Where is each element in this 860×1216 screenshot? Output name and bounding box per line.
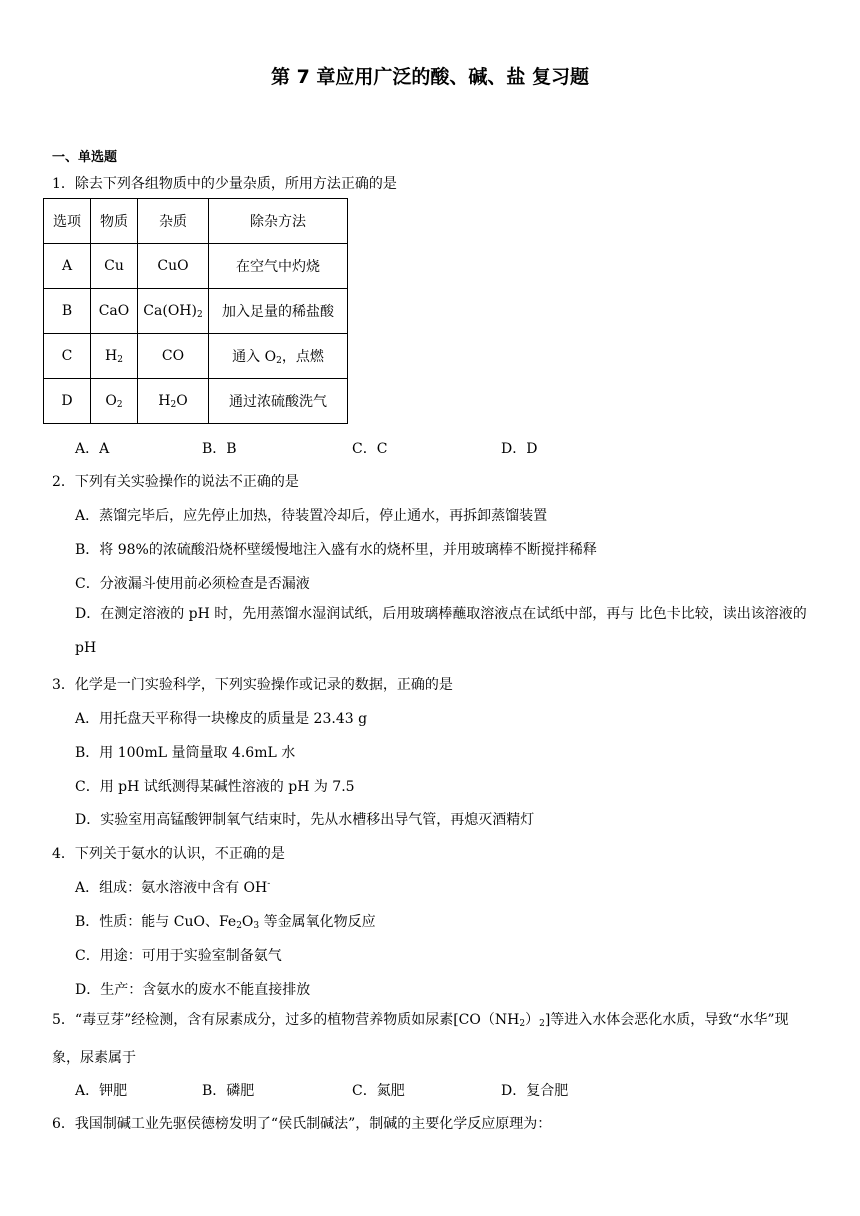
- table-row: [44, 334, 348, 379]
- table-header-cell: 选项: [44, 199, 91, 244]
- question-6-stem: 6．我国制碱工业先驱侯德榜发明了“侯氏制碱法”，制碱的主要化学反应原理为：: [52, 1116, 552, 1132]
- option-b: [75, 911, 376, 931]
- option-text: 等金属氧化物反应: [259, 914, 376, 930]
- table-cell: B: [44, 289, 91, 334]
- choice-d: D．复合肥: [501, 1083, 569, 1099]
- stem-text: ]等进入水体会恶化水质，导致“水华”现象，尿素属于: [52, 1012, 789, 1066]
- question-2-stem: 2．下列有关实验操作的说法不正确的是: [52, 474, 299, 490]
- subscript: 2: [116, 399, 123, 410]
- question-4-stem: 4．下列关于氨水的认识，不正确的是: [52, 846, 285, 862]
- option-c: C．用途：可用于实验室制备氨气: [75, 948, 282, 964]
- table-header-cell: 杂质: [138, 199, 209, 244]
- choice-b: B．B: [202, 441, 237, 457]
- subscript: 2: [196, 309, 203, 320]
- option-a: [75, 877, 270, 897]
- table-cell: [138, 379, 209, 424]
- subscript: 2: [539, 1019, 545, 1029]
- subscript: 2: [519, 1019, 526, 1029]
- formula-text: O: [105, 392, 117, 409]
- question-1-stem: 1．除去下列各组物质中的少量杂质，所用方法正确的是: [52, 176, 397, 192]
- table-cell: C: [44, 334, 91, 379]
- formula-text: 通入 O: [232, 349, 277, 365]
- table-cell: Cu: [91, 244, 138, 289]
- table-cell: D: [44, 379, 91, 424]
- subscript: 2: [170, 399, 177, 410]
- choice-b: B．磷肥: [202, 1083, 255, 1099]
- page-title: 第 7 章应用广泛的酸、碱、盐 复习题: [270, 66, 590, 88]
- table-cell: A: [44, 244, 91, 289]
- table-cell: 加入足量的稀盐酸: [209, 289, 348, 334]
- table-cell: [91, 334, 138, 379]
- stem-text: ）: [525, 1012, 540, 1028]
- table-header-cell: 物质: [91, 199, 138, 244]
- option-c: C．用 pH 试纸测得某碱性溶液的 pH 为 7.5: [75, 779, 355, 795]
- table-cell: CaO: [91, 289, 138, 334]
- table-row: [44, 379, 348, 424]
- table-row: [44, 289, 348, 334]
- option-c: C．分液漏斗使用前必须检查是否漏液: [75, 576, 310, 592]
- formula-text: H: [158, 392, 171, 409]
- table-cell: 通过浓硫酸洗气: [209, 379, 348, 424]
- table-cell: CO: [138, 334, 209, 379]
- formula-text: ，点燃: [281, 349, 324, 365]
- table-cell: 在空气中灼烧: [209, 244, 348, 289]
- option-text: A．组成：氨水溶液中含有 OH: [75, 880, 268, 896]
- table-cell: CuO: [138, 244, 209, 289]
- option-text: B．性质：能与 CuO、Fe: [75, 914, 237, 930]
- option-d: D．在测定溶液的 pH 时，先用蒸馏水湿润试纸，后用玻璃棒蘸取溶液点在试纸中部，再与 比色卡比较，读出该溶液的 pH: [75, 606, 807, 656]
- section-heading: 一、单选题: [52, 150, 118, 165]
- choice-c: C．氮肥: [352, 1083, 405, 1099]
- table-header-row: [44, 199, 348, 244]
- table-header-cell: 除杂方法: [209, 199, 348, 244]
- superscript: -: [267, 879, 271, 889]
- choice-d: D．D: [501, 441, 538, 457]
- subscript: 2: [276, 356, 282, 366]
- option-b: B．将 98%的浓硫酸沿烧杯壁缓慢地注入盛有水的烧杯里，并用玻璃棒不断搅拌稀释: [75, 542, 597, 558]
- formula-text: H: [105, 347, 118, 364]
- table-row: [44, 244, 348, 289]
- choice-a: A．A: [75, 441, 110, 457]
- table-cell: [91, 379, 138, 424]
- option-b: B．用 100mL 量筒量取 4.6mL 水: [75, 745, 296, 761]
- subscript: 2: [117, 354, 123, 365]
- option-d: D．实验室用高锰酸钾制氧气结束时，先从水槽移出导气管，再熄灭酒精灯: [75, 812, 535, 828]
- option-a: A．用托盘天平称得一块橡皮的质量是 23.43 g: [75, 711, 368, 727]
- question-5-stem: [52, 1003, 808, 1075]
- option-d: D．生产：含氨水的废水不能直接排放: [75, 982, 311, 998]
- table-cell: [209, 334, 348, 379]
- formula-text: O: [176, 392, 188, 409]
- formula-text: Ca(OH): [143, 302, 197, 319]
- stem-text: 5．“毒豆芽”经检测，含有尿素成分，过多的植物营养物质如尿素[CO（NH: [52, 1012, 520, 1028]
- question-1-table: [43, 198, 348, 424]
- choice-c: C．C: [352, 441, 388, 457]
- question-3-stem: 3．化学是一门实验科学，下列实验操作或记录的数据，正确的是: [52, 677, 453, 693]
- subscript: 2: [236, 921, 242, 931]
- choice-a: A．钾肥: [75, 1083, 128, 1099]
- option-a: A．蒸馏完毕后，应先停止加热，待装置冷却后，停止通水，再拆卸蒸馏装置: [75, 508, 548, 524]
- subscript: 3: [253, 921, 260, 931]
- option-text: O: [241, 914, 254, 930]
- table-cell: [138, 289, 209, 334]
